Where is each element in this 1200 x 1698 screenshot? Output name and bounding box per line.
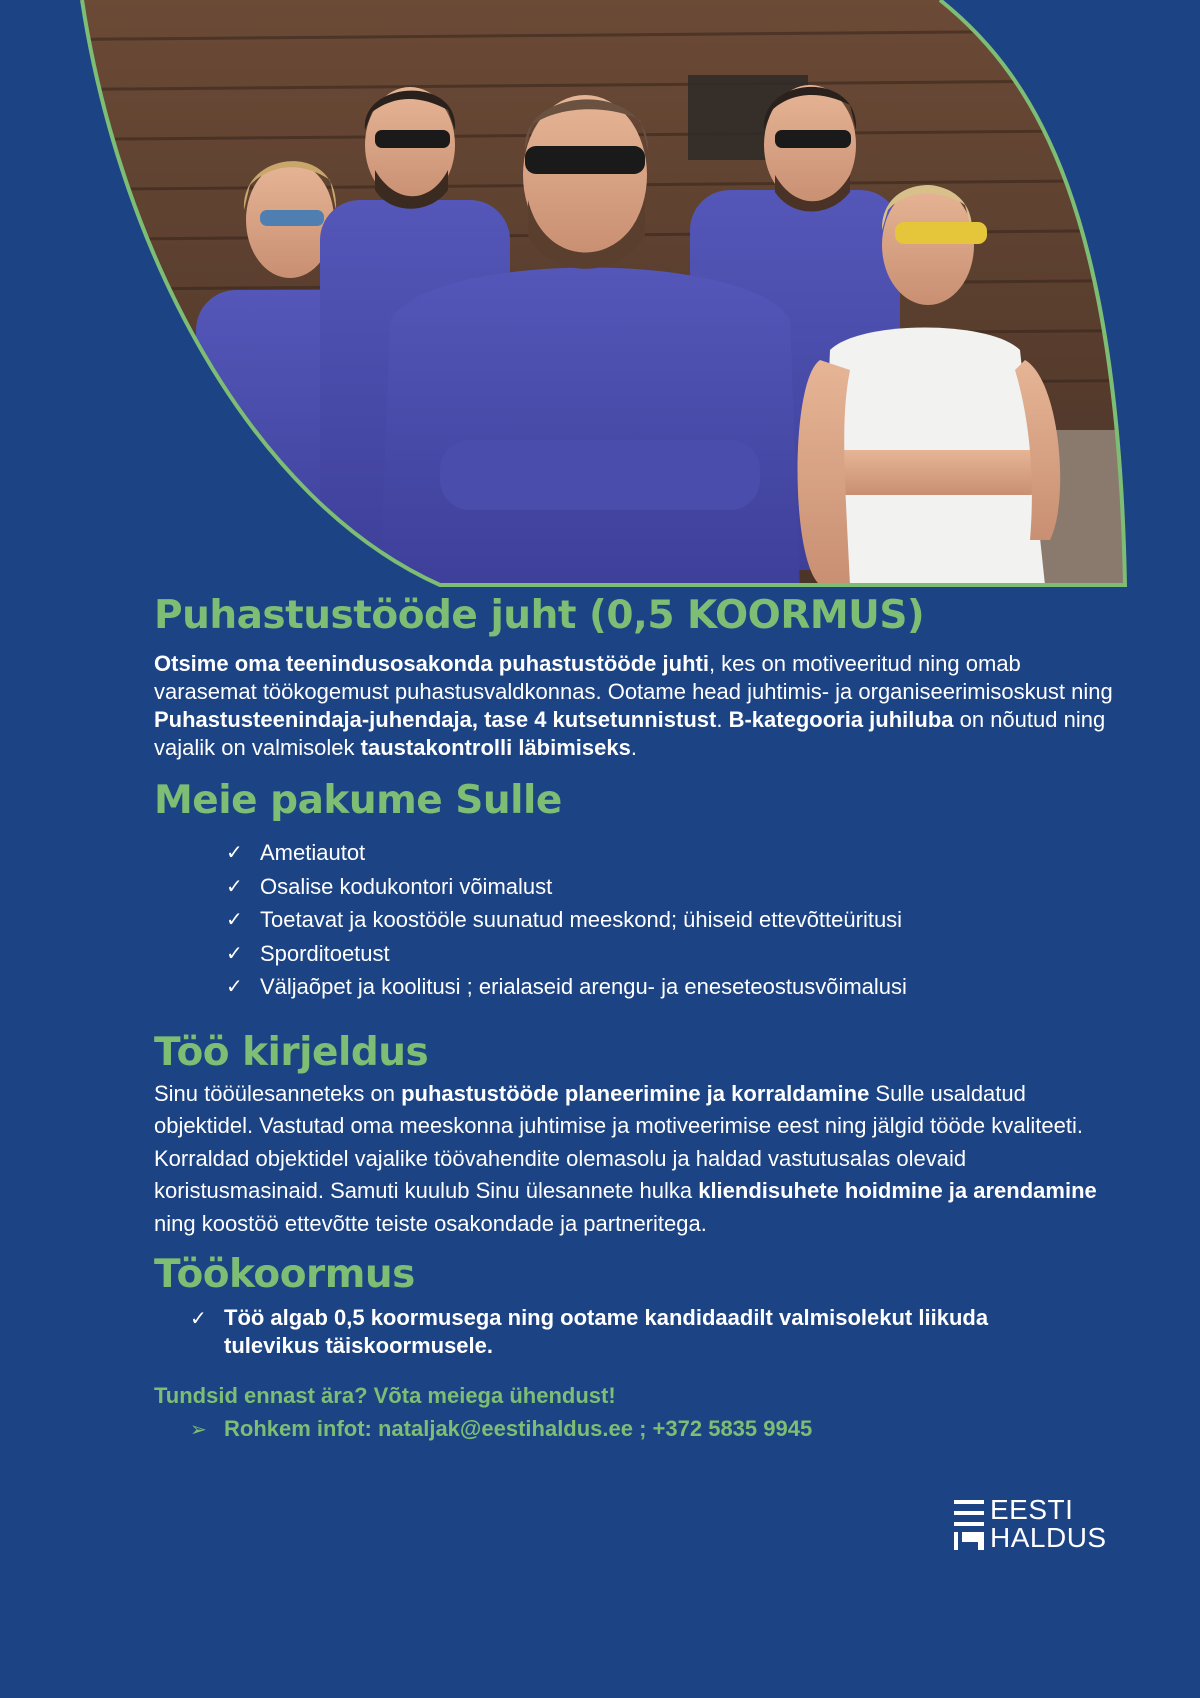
description-paragraph (154, 1078, 1114, 1241)
list-item-text: Sporditoetust (260, 940, 390, 966)
intro-bold-4: taustakontrolli läbimiseks (360, 735, 631, 760)
list-item (226, 836, 1114, 870)
check-icon: ✓ (226, 840, 243, 864)
contact-text[interactable]: Rohkem infot: nataljak@eestihaldus.ee ; +372 5835 9945 (224, 1416, 813, 1441)
offer-heading: Meie pakume Sulle (154, 778, 562, 823)
arrow-icon: ➢ (190, 1417, 207, 1441)
desc-bold-1: puhastustööde planeerimine ja korraldamine (401, 1080, 870, 1106)
list-item-text: Ametiautot (260, 840, 366, 865)
check-icon: ✓ (226, 940, 243, 965)
intro-text-3: on nõutud ning vajalik on valmisolek (154, 707, 1106, 760)
list-item-text: Töö algab 0,5 koormusega ning ootame kandidaadilt valmisolekut liikuda tulevikus täiskoormusele. (224, 1305, 989, 1358)
list-item-text: Toetavat ja koostööle suunatud meeskond; ühiseid ettevõtteüritusi (260, 907, 903, 932)
hero-photo (0, 0, 1200, 600)
intro-bold-2: Puhastusteenindaja-juhendaja, tase 4 kutsetunnistust (154, 707, 717, 732)
logo-text-line2: HALDUS (990, 1522, 1107, 1553)
intro-text-1: , kes on motiveeritud ning omab varasemat töökogemust puhastusvaldkonnas. Ootame head juhtimis- ja organiseerimisoskust ning (154, 651, 1113, 704)
company-logo (954, 1496, 1124, 1556)
logo-mark-icon (954, 1500, 984, 1550)
list-item-text: Väljaõpet ja koolitusi ; erialaseid arengu- ja eneseteostusvõimalusi (260, 974, 907, 999)
list-item (226, 870, 1114, 904)
contact-line (190, 1414, 1114, 1444)
list-item-text: Osalise kodukontori võimalust (260, 873, 553, 899)
list-item (226, 903, 1114, 937)
desc-text-2: Sulle usaldatud objektidel. Vastutad oma meeskonna juhtimise ja motiveerimise eest ning jälgid tööde kvaliteeti. Korraldad objektidel vajalike töövahendite olemasolu ja haldad vastutusalas olevaid koristusmasinaid. Samuti kuulub Sinu ülesannete hulka (154, 1080, 1083, 1203)
intro-bold-3: B-kategooria juhiluba (728, 707, 954, 732)
intro-bold-1: Otsime oma teenindusosakonda puhastustööde juhti (154, 651, 709, 676)
list-item (226, 937, 1114, 971)
check-icon: ✓ (190, 1306, 207, 1330)
intro-paragraph (154, 650, 1114, 762)
description-heading: Töö kirjeldus (154, 1029, 429, 1075)
workload-list (154, 1304, 1114, 1360)
desc-bold-2: kliendisuhete hoidmine ja arendamine (698, 1178, 1097, 1203)
list-item (226, 970, 1114, 1004)
offer-list (154, 836, 1114, 1004)
desc-text-1: Sinu tööülesanneteks on (154, 1080, 402, 1106)
desc-text-3: ning koostöö ettevõtte teiste osakondade ja partneritega. (154, 1210, 707, 1236)
group-photo (0, 0, 1200, 600)
check-icon: ✓ (226, 974, 243, 998)
check-icon: ✓ (226, 907, 243, 931)
list-item (190, 1304, 1044, 1360)
logo-text-line1: EESTI (990, 1494, 1074, 1525)
call-to-action: Tundsid ennast ära? Võta meiega ühendust! (154, 1383, 616, 1408)
intro-text-2: . (716, 707, 729, 732)
workload-heading: Töökoormus (154, 1252, 415, 1297)
intro-text-4: . (630, 735, 637, 760)
check-icon: ✓ (226, 873, 243, 898)
content (154, 592, 1114, 1444)
job-title: Puhastustööde juht (0,5 KOORMUS) (154, 593, 925, 638)
